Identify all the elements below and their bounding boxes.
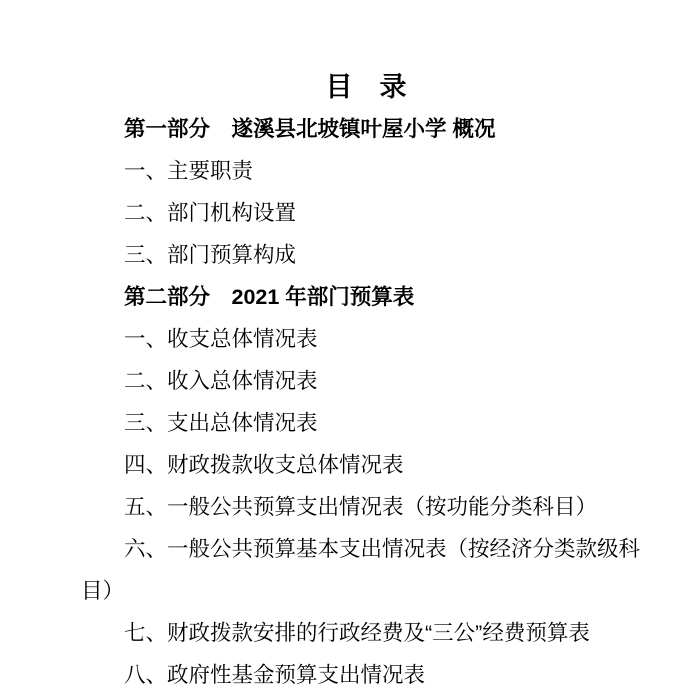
toc-item-budget-composition: 三、部门预算构成 <box>124 243 297 267</box>
toc-item-general-public-budget-basic-expenditure: 六、一般公共预算基本支出情况表（按经济分类款级科目） <box>81 537 641 603</box>
toc-item-fiscal-appropriation-overview: 四、财政拨款收支总体情况表 <box>124 453 404 477</box>
toc-item-major-duties: 一、主要职责 <box>124 159 254 183</box>
toc-item-general-public-budget-expenditure: 五、一般公共预算支出情况表（按功能分类科目） <box>124 495 598 519</box>
toc-heading-part-2: 第二部分 2021 年部门预算表 <box>124 285 415 309</box>
toc-heading-part-1: 第一部分 遂溪县北坡镇叶屋小学 概况 <box>124 117 496 141</box>
toc-item-expenditure-overview: 三、支出总体情况表 <box>124 411 318 435</box>
toc-item-admin-funds-three-public: 七、财政拨款安排的行政经费及“三公”经费预算表 <box>124 621 590 645</box>
page-title: 目 录 <box>325 72 407 102</box>
toc-item-org-structure: 二、部门机构设置 <box>124 201 297 225</box>
toc-item-government-fund-budget: 八、政府性基金预算支出情况表 <box>124 663 426 687</box>
toc-content <box>81 66 651 696</box>
toc-item-revenue-overview: 二、收入总体情况表 <box>124 369 318 393</box>
toc-item-revenue-expenditure-overview: 一、收支总体情况表 <box>124 327 318 351</box>
